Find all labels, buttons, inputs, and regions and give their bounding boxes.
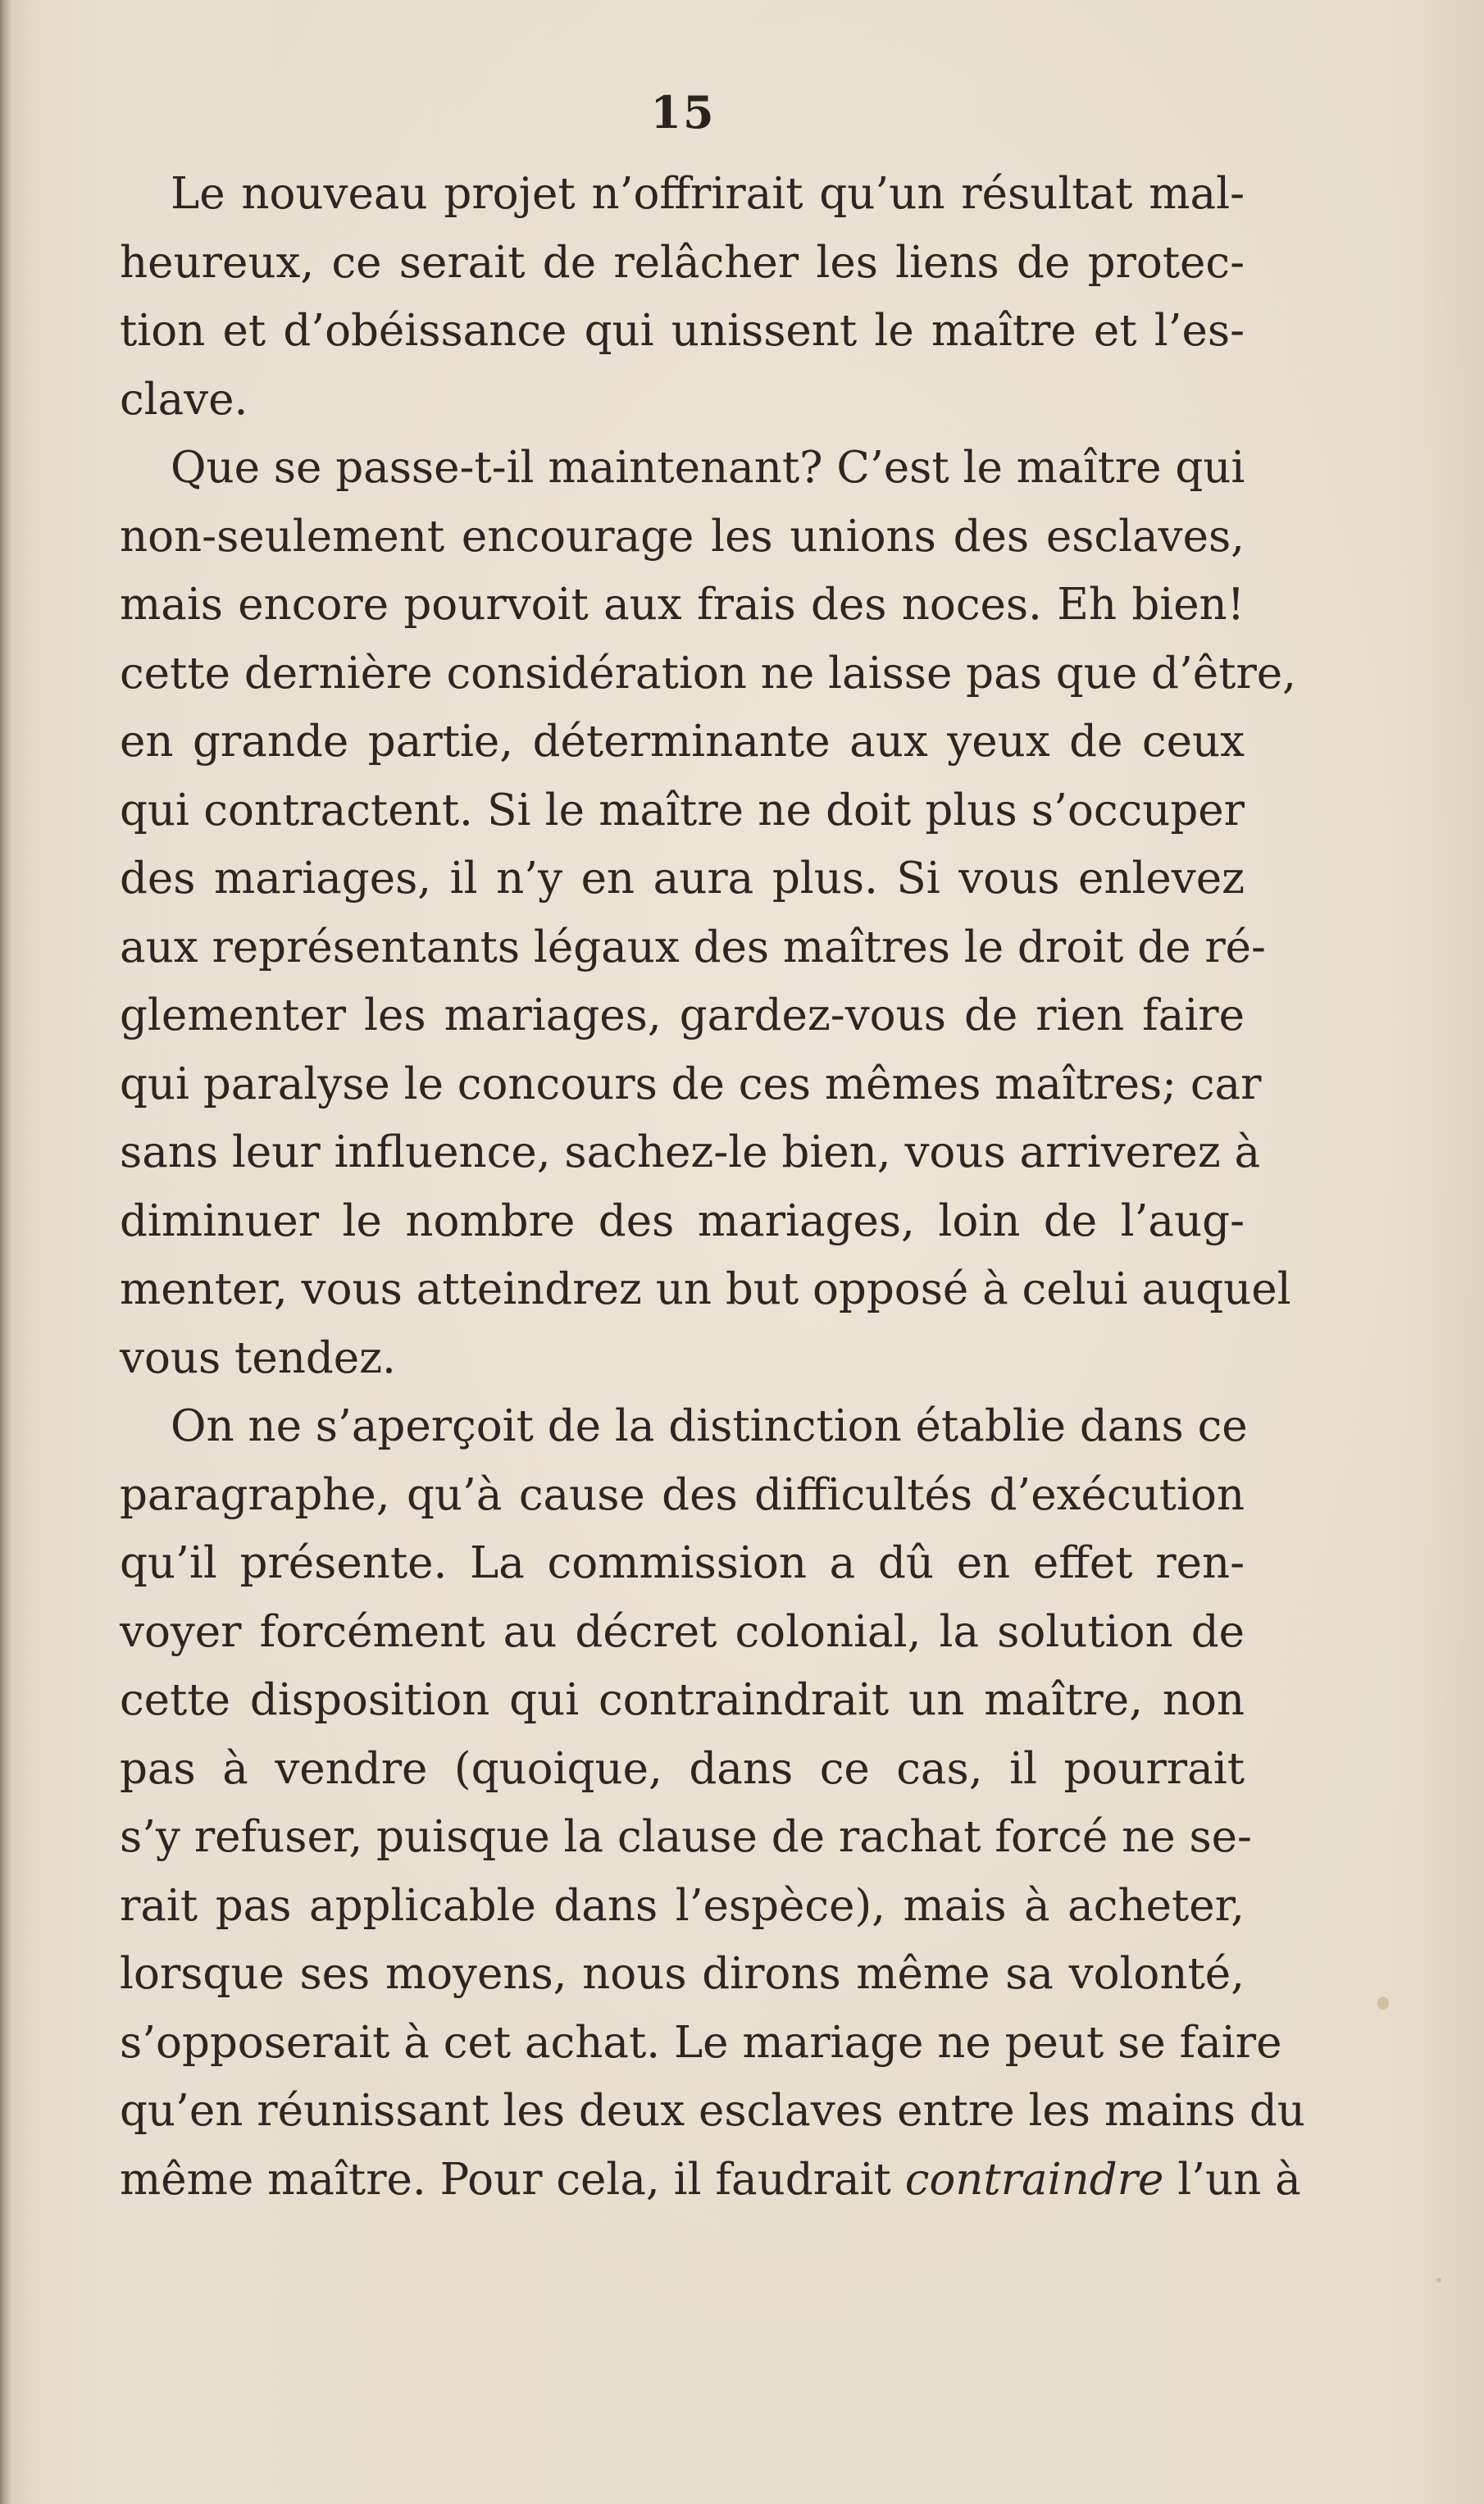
text-line: On ne s’aperçoit de la distinction établie dans ce bbox=[171, 1401, 1248, 1451]
text-line: glementer les mariages, gardez-vous de rien faire bbox=[120, 990, 1245, 1040]
text-line: heureux, ce serait de relâcher les liens de protec- bbox=[120, 237, 1245, 288]
text-line: s’opposerait à cet achat. Le mariage ne peut se faire bbox=[120, 2017, 1282, 2068]
text-line-final bbox=[120, 2146, 1301, 2215]
text-line: qu’il présente. La commission a dû en effet ren- bbox=[120, 1538, 1245, 1588]
text-line: en grande partie, déterminante aux yeux de ceux bbox=[120, 717, 1245, 767]
text-line: menter, vous atteindrez un but opposé à celui auquel bbox=[120, 1264, 1291, 1314]
text-line: sans leur influence, sachez-le bien, vous arriverez à bbox=[120, 1127, 1261, 1177]
text-line: mais encore pourvoit aux frais des noces. Eh bien! bbox=[120, 580, 1245, 630]
text-line: vous tendez. bbox=[120, 1332, 396, 1383]
text-line: qui paralyse le concours de ces mêmes maîtres; car bbox=[120, 1059, 1262, 1109]
text-line: voyer forcément au décret colonial, la solution de bbox=[120, 1606, 1245, 1657]
italic-word: contraindre bbox=[904, 2154, 1164, 2205]
text-segment: même maître. Pour cela, il faudrait bbox=[120, 2154, 905, 2205]
text-line: cette disposition qui contraindrait un maître, non bbox=[120, 1675, 1245, 1725]
text-line: Que se passe-t-il maintenant? C’est le maître qui bbox=[171, 443, 1245, 493]
page-number: 15 bbox=[650, 86, 716, 139]
text-line: clave. bbox=[120, 374, 248, 425]
body-text bbox=[120, 160, 1305, 2214]
text-line: rait pas applicable dans l’espèce), mais à acheter, bbox=[120, 1880, 1245, 1931]
text-line: non-seulement encourage les unions des esclaves, bbox=[120, 511, 1245, 562]
text-line: paragraphe, qu’à cause des difficultés d’exécution bbox=[120, 1469, 1245, 1520]
text-line: lorsque ses moyens, nous dirons même sa volonté, bbox=[120, 1949, 1245, 1999]
text-line: tion et d’obéissance qui unissent le maître et l’es- bbox=[120, 306, 1245, 356]
page-binding-edge bbox=[0, 0, 11, 2504]
text-line: des mariages, il n’y en aura plus. Si vous enlevez bbox=[120, 854, 1245, 904]
text-line: aux représentants légaux des maîtres le droit de ré- bbox=[120, 922, 1266, 972]
text-segment: l’un à bbox=[1163, 2154, 1301, 2205]
foxing-spot bbox=[1377, 1996, 1389, 2010]
foxing-spot bbox=[1436, 2278, 1441, 2283]
text-line: qui contractent. Si le maître ne doit plus s’occuper bbox=[120, 785, 1245, 835]
text-line: Le nouveau projet n’offrirait qu’un résultat mal- bbox=[171, 169, 1245, 219]
text-line: cette dernière considération ne laisse pas que d’être, bbox=[120, 648, 1297, 699]
text-line: s’y refuser, puisque la clause de rachat forcé ne se- bbox=[120, 1812, 1252, 1862]
text-line: pas à vendre (quoique, dans ce cas, il pourrait bbox=[120, 1743, 1245, 1794]
text-line: qu’en réunissant les deux esclaves entre les mains du bbox=[120, 2086, 1305, 2136]
text-line: diminuer le nombre des mariages, loin de l’aug- bbox=[120, 1195, 1245, 1246]
